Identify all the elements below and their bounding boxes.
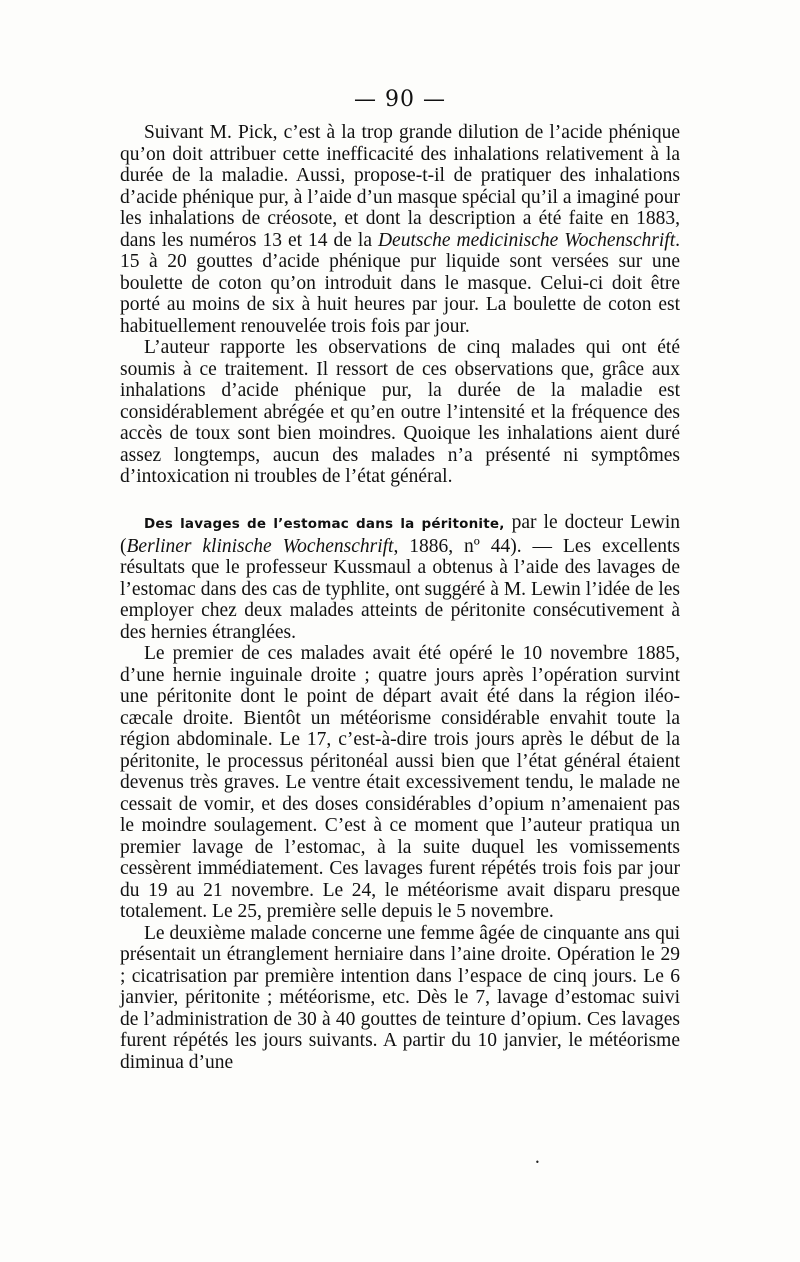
paragraph-pick-method [120,122,680,337]
byline: par le docteur Lewin ( [120,512,680,557]
ink-dot: • [535,1158,540,1167]
journal-title: Deutsche medicinische Wochenschrift [377,229,676,251]
paragraph-second-patient: Le deuxième malade concerne une femme âgée de cinquante ans qui présentait un étranglement herniaire dans l’aine droite. Opération le 29 ; cicatrisation par première intention dans l’espace de cinq jours. Le 6 janvier, péritonite ; météorisme, etc. Dès le 7, lavage d’estomac suivi de l’administration de 30 à 40 gouttes de teinture d’opium. Ces lavages furent répétés les jours suivants. A partir du 10 janvier, le météorisme diminua d’une [120,922,680,1073]
journal-title: Berliner klinische Wochenschrift [126,535,394,557]
citation: , 1886, nº 44). [393,535,522,557]
paragraph-text: . 15 à 20 gouttes d’acide phénique pur liquide sont versées sur une boulette de coton qu’on introduit dans le masque. Celui-ci doit être porté au moins de six à huit heures par jour. La boulette de coton est habituellement renouvelée trois fois par jour. [120,229,680,337]
paragraph-text: — Les excellents résultats que le professeur Kussmaul a obtenus à l’aide des lavages de l’estomac dans des cas de typhlite, ont suggéré à M. Lewin l’idée de les employer chez deux malades atteints de péritonite consécutivement à des hernies étranglées. [120,535,680,643]
article-pick-continuation [120,122,680,488]
paragraph-first-patient: Le premier de ces malades avait été opéré le 10 novembre 1885, d’une hernie inguinale droite ; quatre jours après l’opération survint une péritonite dont le point de départ avait été dans la région iléo-cæcale droite. Bientôt un météorisme considérable envahit toute la région abdominale. Le 17, c’est-à-dire trois jours après le début de la péritonite, le processus péritonéal aussi bien que l’état général étaient devenus très graves. Le ventre était excessivement tendu, le malade ne cessait de vomir, et des doses considérables d’opium n’amenaient pas le moindre soulagement. C’est à ce moment que l’auteur pratiqua un premier lavage de l’estomac, à la suite duquel les vomissements cessèrent immédiatement. Ces lavages furent répétés trois fois par jour du 19 au 21 novembre. Le 24, le météorisme avait disparu presque totalement. Le 25, première selle depuis le 5 novembre. [120,643,680,922]
paragraph-pick-results: L’auteur rapporte les observations de cinq malades qui ont été soumis à ce traitement. Il ressort de ces observations que, grâce aux inhalations d’acide phénique pur, la durée de la maladie est considérablement abrégée et qu’en outre l’intensité et la fréquence des accès de toux sont bien moindres. Quoique les inhalations aient duré assez longtemps, aucun des malades n’a présenté ni symptômes d’intoxication ni troubles de l’état général. [120,337,680,487]
paragraph-lewin-intro [120,512,680,643]
paragraph-text: Suivant M. Pick, c’est à la trop grande dilution de l’acide phénique qu’on doit attribuer cette inefficacité des inhalations relativement à la durée de la maladie. Aussi, propose-t-il de pratiquer des inhalations d’acide phénique pur, à l’aide d’un masque spécial qu’il a imaginé pour les inhalations de créosote, et dont la description a été faite en 1883, dans les numéros 13 et 14 de la [120,122,680,251]
page-number: — 90 — [354,87,446,112]
article-lewin [120,512,680,1073]
article-title: Des lavages de l’estomac dans la péritonite, [144,516,505,532]
